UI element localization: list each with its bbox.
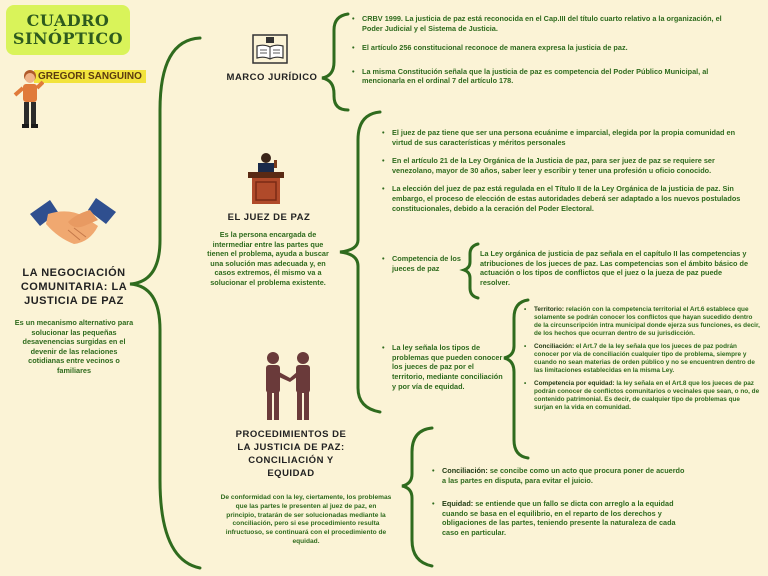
- tipo-text: la ley señala en el Art.8 que los jueces de paz podrán conocer de conflictos comunitarios o vecinales que sean, o no, de contenido patrimonial. Es decir, de cualquier tipo de problemas que surjan en la vida en comunidad.: [534, 380, 760, 411]
- tipos-list: [524, 306, 760, 412]
- title-line-2: SINÓPTICO: [12, 29, 124, 48]
- author-badge: GREGORI SANGUINO: [34, 70, 146, 83]
- juez-item: • En el artículo 21 de la Ley Orgánica de la Justicia de paz, para ser juez de paz se requiere ser venezolano, mayor de 30 años, saber leer y escribir y tener una profesión u oficio conocido.: [382, 156, 752, 175]
- tipo-term: Territorio:: [534, 306, 565, 313]
- marco-item: • La misma Constitución señala que la justicia de paz es competencia del Poder Público Municipal, al mencionarla en el ordinal 7 del artículo 178.: [352, 67, 742, 86]
- root-description: Es un mecanismo alternativo para solucionar las pequeñas desavenencias surgidas en el devenir de las relaciones cotidianas entre vecinos o familiares: [14, 318, 134, 375]
- tipo-item: [524, 306, 760, 338]
- root-title: LA NEGOCIACIÓN COMUNITARIA: LA JUSTICIA DE PAZ: [20, 267, 128, 307]
- procedimiento-term: Equidad:: [442, 499, 474, 509]
- juez-heading: EL JUEZ DE PAZ: [227, 212, 311, 223]
- tipo-text: relación con la competencia territorial el Art.6 establece que solamente se podrán conocer los conflictos que hayan sucedido dentro de la circunscripción intra municipal donde ejerza sus funciones, es decir, de los hechos que ocurran dentro de su jurisdicción.: [534, 306, 760, 337]
- tipos-label: • La ley señala los tipos de problemas que pueden conocer los jueces de paz por el territorio, mediante conciliación y por vía de equidad.: [382, 343, 508, 391]
- marco-item: • CRBV 1999. La justicia de paz está reconocida en el Cap.III del título cuarto relativo a la organización, el Poder Judicial y el Sistema de Justicia.: [352, 14, 742, 33]
- juez-item: • El juez de paz tiene que ser una persona ecuánime e imparcial, elegida por la propia comunidad en virtud de sus características y méritos personales: [382, 128, 752, 147]
- procedimiento-item: [432, 466, 688, 485]
- competencia-label: • Competencia de los jueces de paz: [382, 254, 470, 273]
- competencia-text: La Ley orgánica de justicia de paz señala en el capítulo II las competencias y atribuciones de los jueces de paz. Las competencias son el ámbito básico de actuación o los tipos de conflictos que el juez o la jueza de paz puede resolver.: [480, 249, 749, 287]
- tipo-term: Conciliación:: [534, 343, 575, 350]
- procedimiento-text: se concibe como un acto que procura poner de acuerdo a las partes en disputa, para evitar el juicio.: [442, 466, 685, 485]
- tipo-item: [524, 343, 760, 375]
- judge-podium-icon: [246, 152, 286, 206]
- procedimiento-term: Conciliación:: [442, 466, 488, 475]
- two-people-handshake-icon: [260, 350, 316, 422]
- procedimientos-heading: PROCEDIMIENTOS DE LA JUSTICIA DE PAZ: CONCILIACIÓN Y EQUIDAD: [235, 429, 347, 479]
- procedimientos-list: [432, 466, 688, 538]
- procedimiento-text: se entiende que un fallo se dicta con arreglo a la equidad cuando se basa en el equilibrio, en el reparto de los derechos y obligaciones de las partes, teniendo presente la naturaleza de cada caso en particular.: [442, 499, 676, 537]
- marco-item: • El artículo 256 constitucional reconoce de manera expresa la justicia de paz.: [352, 43, 742, 53]
- procedimientos-description: De conformidad con la ley, ciertamente, los problemas que las partes le presenten al juez de paz, en principio, tratarán de ser solucionadas mediante la conciliación, pero si ese procedimiento resulta infructuoso, se continuará con el procedimiento de equidad.: [220, 494, 392, 545]
- juez-list: [382, 128, 752, 213]
- marco-heading: MARCO JURÍDICO: [226, 72, 318, 83]
- procedimiento-item: [432, 499, 688, 537]
- tipo-term: Competencia por equidad:: [534, 380, 615, 387]
- juez-description: Es la persona encargada de intermediar entre las partes que tienen el problema, ayuda a buscar una solución mas adecuada y, en casos extremos, él mismo va a solucionar el problema existente.: [207, 230, 329, 287]
- juez-item: • La elección del juez de paz está regulada en el Título II de la Ley Orgánica de la justicia de paz. Sin embargo, el proceso de elección de estas autoridades deberá ser adaptado a los nuevos postulados constitucionales, debido a la ceración del Poder Electoral.: [382, 184, 752, 213]
- title-line-1: CUADRO: [26, 11, 110, 30]
- marco-list: [352, 14, 742, 86]
- law-book-icon: [252, 34, 288, 64]
- tipo-text: el Art.7 de la ley señala que los jueces de paz podrán conocer por vía de conciliación cualquier tipo de problema, siempre y cuando no sean materias de orden público y no se encuentren dentro de las limitaciones establecidas en la misma Ley.: [534, 343, 755, 374]
- tipo-item: [524, 380, 760, 412]
